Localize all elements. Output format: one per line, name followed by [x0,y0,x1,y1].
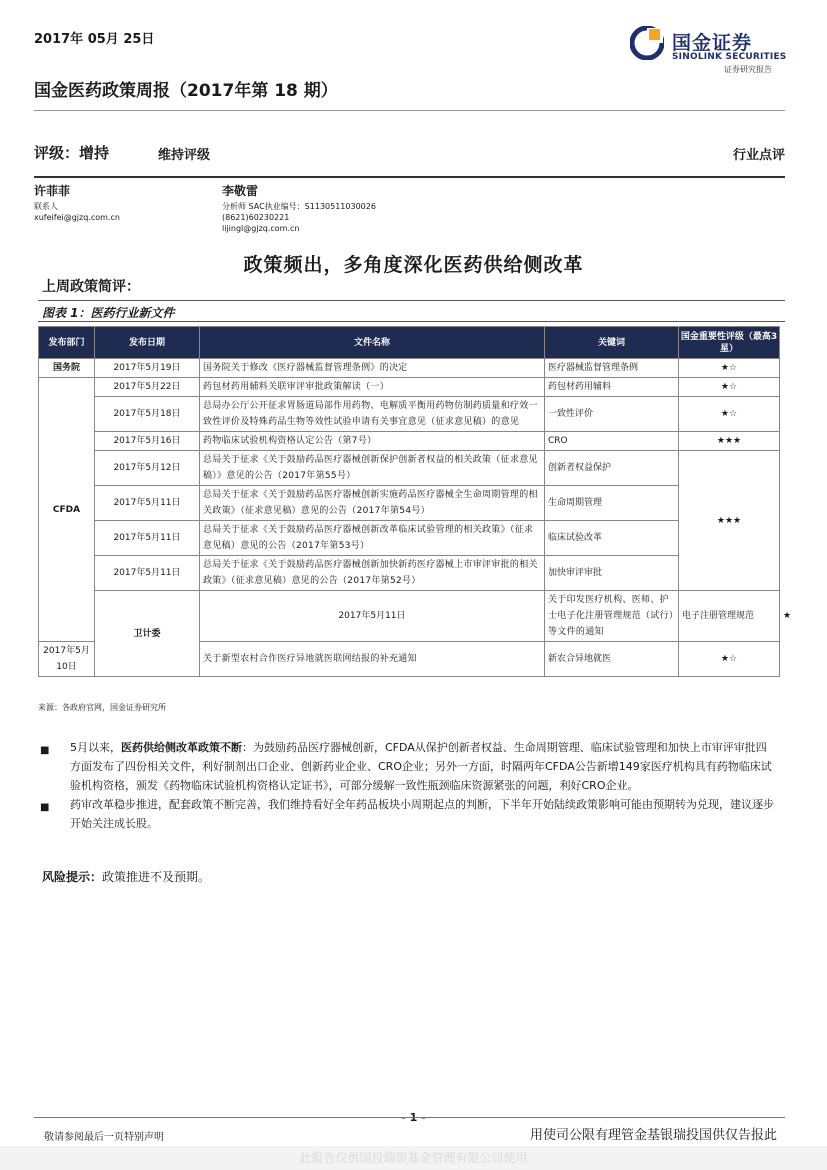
bullet-item [40,738,777,795]
rating-label: 评级：增持 [34,144,110,162]
figure-caption: 图表 1：医药行业新文件 [42,306,175,320]
watermark: 此报告仅供国投瑞银基金管理有限公司使用 [0,1146,827,1170]
rating-cell: ★☆ [679,642,780,677]
keyword-cell: 一致性评价 [545,397,679,432]
analyst-email: xufeifei@gjzq.com.cn [34,213,120,222]
risk-text: 政策推进不及预期。 [102,870,211,884]
bullet-text: 药审改革稳步推进，配套政策不断完善，我们维持看好全年药品板块小周期起点的判断，下半年开始陆续政策影响可能由预期转为兑现，建议逐步开始关注成长股。 [70,798,774,830]
table-row [39,397,780,432]
doc-cell: 关于新型农村合作医疗异地就医联网结报的补充通知 [200,642,545,677]
table-header-row [39,327,780,359]
table-row [39,556,780,591]
rating-cell: ★☆ [679,359,780,378]
keyword-cell: 生命周期管理 [545,486,679,521]
keyword-cell: 新农合异地就医 [545,642,679,677]
doc-cell: 总局关于征求《关于鼓励药品医疗器械创新加快新药医疗器械上市审评审批的相关政策》（征求意见稿）意见的公告（2017年第52号） [200,556,545,591]
company-logo [630,26,790,78]
dept-cell: CFDA [39,378,95,642]
table-row: 卫计委 2017年5月11日 关于印发医疗机构、医师、护士电子化注册管理规范（试行）等文件的通知 电子注册管理规范 ★ [39,591,780,642]
date-cell: 2017年5月18日 [95,397,200,432]
table-row [39,432,780,451]
section-title: 上周政策简评： [42,279,140,295]
table-row [39,451,780,486]
bullet-square-icon: ■ [40,802,50,813]
doc-cell: 药包材药用辅料关联审评审批政策解读（一） [200,378,545,397]
bullet-text: ：为鼓励药品医疗器械创新，CFDA从保护创新者权益、生命周期管理、临床试验管理和加快上市审评审批四方面发布了四份相关文件，利好制剂出口企业、创新药业企业、CRO企业；另外一方面，时隔两年CFDA公告新增149家医疗机构具有药物临床试验机构资格，颁发《药物临床试验机构资格认定证书》，可部分缓解一致性瓶颈临床资源紧张的问题，利好CRO企业。 [70,741,772,792]
date-cell: 2017年5月12日 [95,451,200,486]
commentary [40,738,777,833]
date-cell: 2017年5月16日 [95,432,200,451]
date-cell: 2017年5月11日 [95,521,200,556]
keyword-cell: CRO [545,432,679,451]
rating-cell: ★☆ [679,378,780,397]
col-header-dept: 发布部门 [39,327,95,359]
table-row [39,359,780,378]
analyst-cert: 分析师 SAC执业编号：S1130511030026 [222,202,376,211]
logo-subtitle: 证券研究报告 [724,65,772,74]
analyst-contact [34,184,120,223]
bullet-prefix: 5月以来， [70,741,121,754]
logo-text-cn: 国金证券 [672,32,753,54]
risk-warning [42,868,210,885]
page-number: - 1 - [401,1111,426,1124]
bullet-bold: 医药供给侧改革政策不断 [121,741,242,754]
header-divider [34,110,785,111]
analyst-role: 联系人 [34,202,58,211]
footer-disclaimer: 敬请参阅最后一页特别声明 [44,1132,164,1143]
analyst-lead [222,184,376,234]
date-cell: 2017年5月10日 [39,642,95,677]
rating-bar [34,132,785,176]
dept-cell: 卫计委 [95,591,200,677]
analyst-name: 许菲菲 [34,184,71,198]
dept-cell: 国务院 [39,359,95,378]
risk-label: 风险提示： [42,870,103,884]
rating-cell: ★★★ [679,451,780,591]
figure-divider [38,300,785,301]
bullet-square-icon: ■ [40,745,50,756]
analyst-name: 李敬雷 [222,184,259,198]
logo-text-en: SINOLINK SECURITIES [672,52,787,62]
report-date: 2017年 05月 25日 [34,32,155,47]
rating-maintain: 维持评级 [158,148,211,163]
col-header-keyword: 关键词 [545,327,679,359]
doc-cell: 总局关于征求《关于鼓励药品医疗器械创新改革临床试验管理的相关政策》（征求意见稿）意见的公告（2017年第53号） [200,521,545,556]
report-headline: 政策频出，多角度深化医药供给侧改革 [243,254,584,276]
doc-cell: 药物临床试验机构资格认定公告（第7号） [200,432,545,451]
report-title: 国金医药政策周报（2017年第 18 期） [34,81,338,101]
rating-cell: ★★★ [679,432,780,451]
analyst-phone: (8621)60230221 [222,213,290,222]
date-cell: 2017年5月11日 [95,486,200,521]
doc-cell: 总局关于征求《关于鼓励药品医疗器械创新保护创新者权益的相关政策（征求意见稿）》意见的公告（2017年第55号） [200,451,545,486]
sinolink-logo-icon [630,26,664,60]
analyst-email: lijingl@gjzq.com.cn [222,224,300,233]
figure-caption-divider [38,321,785,322]
report-category: 行业点评 [732,148,785,163]
keyword-cell: 药包材药用辅料 [545,378,679,397]
date-cell: 2017年5月11日 [95,556,200,591]
doc-cell: 关于印发医疗机构、医师、护士电子化注册管理规范（试行）等文件的通知 [545,591,679,642]
footer-usage-note: 用使司公限有理管金基银瑞投国供仅告报此 [529,1128,777,1143]
table-source: 来源：各政府官网，国金证券研究所 [38,703,166,712]
footer-divider [34,1117,785,1118]
keyword-cell: 创新者权益保护 [545,451,679,486]
doc-cell: 总局关于征求《关于鼓励药品医疗器械创新实施药品医疗器械全生命周期管理的相关政策》（征求意见稿）意见的公告（2017年第54号） [200,486,545,521]
col-header-rating: 国金重要性评级（最高3星） [679,327,780,359]
keyword-cell: 电子注册管理规范 [679,591,780,642]
rating-divider [34,176,785,178]
policy-table [38,326,792,677]
keyword-cell: 医疗器械监督管理条例 [545,359,679,378]
doc-cell: 国务院关于修改《医疗器械监督管理条例》的决定 [200,359,545,378]
col-header-date: 发布日期 [95,327,200,359]
date-cell: 2017年5月11日 [200,591,545,642]
table-row [39,521,780,556]
date-cell: 2017年5月22日 [95,378,200,397]
table-row [39,378,780,397]
col-header-doc: 文件名称 [200,327,545,359]
keyword-cell: 临床试验改革 [545,521,679,556]
table-row [39,486,780,521]
keyword-cell: 加快审评审批 [545,556,679,591]
doc-cell: 总局办公厅公开征求胃肠道局部作用药物、电解质平衡用药物仿制药质量和疗效一致性评价及特殊药品生物等效性试验申请有关事宜意见（征求意见稿）的意见 [200,397,545,432]
date-cell: 2017年5月19日 [95,359,200,378]
bullet-item [40,795,777,833]
rating-cell: ★☆ [679,397,780,432]
